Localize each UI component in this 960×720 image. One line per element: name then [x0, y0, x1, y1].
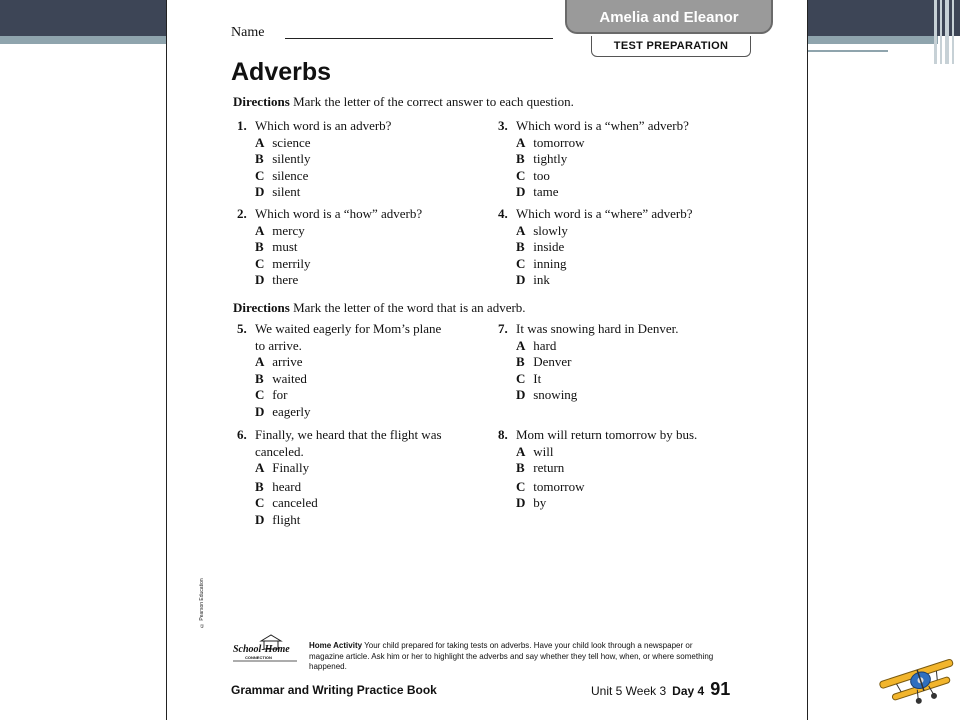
- book-title: Grammar and Writing Practice Book: [231, 683, 437, 697]
- question-7: [498, 321, 678, 404]
- question-number: 8.: [498, 427, 508, 442]
- answer-option: D eagerly: [255, 403, 311, 419]
- directions-2-text: Mark the letter of the word that is an adverb.: [293, 300, 526, 315]
- answer-option: B return: [516, 460, 565, 476]
- home-activity-text: [309, 641, 727, 673]
- footer-page-info: [591, 679, 730, 700]
- question-stem: Mom will return tomorrow by bus.: [516, 427, 698, 442]
- question-stem: Which word is a “when” adverb?: [516, 118, 689, 133]
- answer-option: D flight: [255, 511, 301, 527]
- page-title: Adverbs: [231, 58, 332, 86]
- top-band-right-thin-line: [808, 50, 888, 52]
- answer-option: D ink: [516, 272, 550, 288]
- question-8: [498, 427, 697, 512]
- question-stem: Which word is a “how” adverb?: [255, 206, 423, 221]
- answer-option: C tomorrow: [516, 478, 585, 494]
- logo-text: School-Home: [233, 644, 290, 655]
- directions-1: [233, 94, 574, 110]
- school-home-connection-logo: [231, 633, 301, 663]
- directions-2-label: Directions: [233, 300, 290, 315]
- directions-2: [233, 300, 526, 316]
- question-stem: We waited eagerly for Mom’s plane: [255, 321, 442, 336]
- answer-option: B tightly: [516, 151, 568, 167]
- answer-option: B heard: [255, 478, 302, 494]
- answer-option: A slowly: [516, 222, 568, 238]
- question-5: [237, 321, 441, 421]
- question-number: 2.: [237, 206, 247, 221]
- answer-option: A tomorrow: [516, 134, 585, 150]
- name-line: [285, 38, 553, 39]
- question-stem: It was snowing hard in Denver.: [516, 321, 679, 336]
- question-stem-continued: to arrive.: [255, 337, 302, 353]
- directions-1-label: Directions: [233, 94, 290, 109]
- answer-option: C too: [516, 167, 550, 183]
- story-title-tab: Amelia and Eleanor: [565, 0, 773, 34]
- answer-option: D by: [516, 495, 547, 511]
- question-2: [237, 206, 422, 289]
- question-number: 3.: [498, 118, 508, 133]
- question-number: 1.: [237, 118, 247, 133]
- answer-option: B waited: [255, 370, 307, 386]
- home-activity-description: Your child prepared for taking tests on adverbs. Have your child look through a newspaper or magazine article. Ask him or her to highlight the adverbs and say whether they tell how, when, or where something happened.: [309, 641, 714, 671]
- answer-option: A hard: [516, 337, 557, 353]
- page-number: 91: [710, 679, 731, 699]
- question-stem: Which word is a “where” adverb?: [516, 206, 693, 221]
- question-number: 7.: [498, 321, 508, 336]
- day-label: Day 4: [672, 684, 705, 698]
- answer-option: A arrive: [255, 354, 303, 370]
- decorative-bars: [932, 0, 960, 64]
- answer-option: A science: [255, 134, 311, 150]
- answer-option: B Denver: [516, 354, 572, 370]
- question-stem-continued: canceled.: [255, 443, 304, 459]
- question-3: [498, 118, 689, 201]
- question-stem: Which word is an adverb?: [255, 118, 392, 133]
- test-preparation-tab: TEST PREPARATION: [591, 36, 751, 57]
- name-label: Name: [231, 25, 265, 40]
- answer-option: B inside: [516, 239, 565, 255]
- question-number: 4.: [498, 206, 508, 221]
- worksheet-page: [166, 0, 808, 720]
- home-activity-label: Home Activity: [309, 641, 363, 650]
- question-4: [498, 206, 693, 289]
- logo-subtext: CONNECTION: [245, 655, 272, 660]
- top-band-right-accent: [808, 36, 938, 44]
- answer-option: C inning: [516, 255, 567, 271]
- top-band-left-accent: [0, 36, 168, 44]
- answer-option: C silence: [255, 167, 309, 183]
- answer-option: D silent: [255, 184, 301, 200]
- question-1: [237, 118, 391, 201]
- answer-option: C It: [516, 370, 542, 386]
- answer-option: A Finally: [255, 460, 310, 476]
- copyright-notice: © Pearson Education: [199, 578, 205, 628]
- answer-option: D tame: [516, 184, 559, 200]
- answer-option: C for: [255, 387, 288, 403]
- answer-option: A mercy: [255, 222, 305, 238]
- question-stem: Finally, we heard that the flight was: [255, 427, 442, 442]
- answer-option: A will: [516, 443, 554, 459]
- answer-option: C merrily: [255, 255, 311, 271]
- answer-option: D there: [255, 272, 299, 288]
- biplane-icon: [876, 648, 960, 710]
- top-band-left: [0, 0, 168, 36]
- answer-option: D snowing: [516, 387, 578, 403]
- question-number: 5.: [237, 321, 247, 336]
- answer-option: B must: [255, 239, 298, 255]
- question-number: 6.: [237, 427, 247, 442]
- directions-1-text: Mark the letter of the correct answer to each question.: [293, 94, 574, 109]
- answer-option: C canceled: [255, 495, 318, 511]
- question-6: [237, 427, 442, 529]
- answer-option: B silently: [255, 151, 311, 167]
- unit-week: Unit 5 Week 3: [591, 684, 667, 698]
